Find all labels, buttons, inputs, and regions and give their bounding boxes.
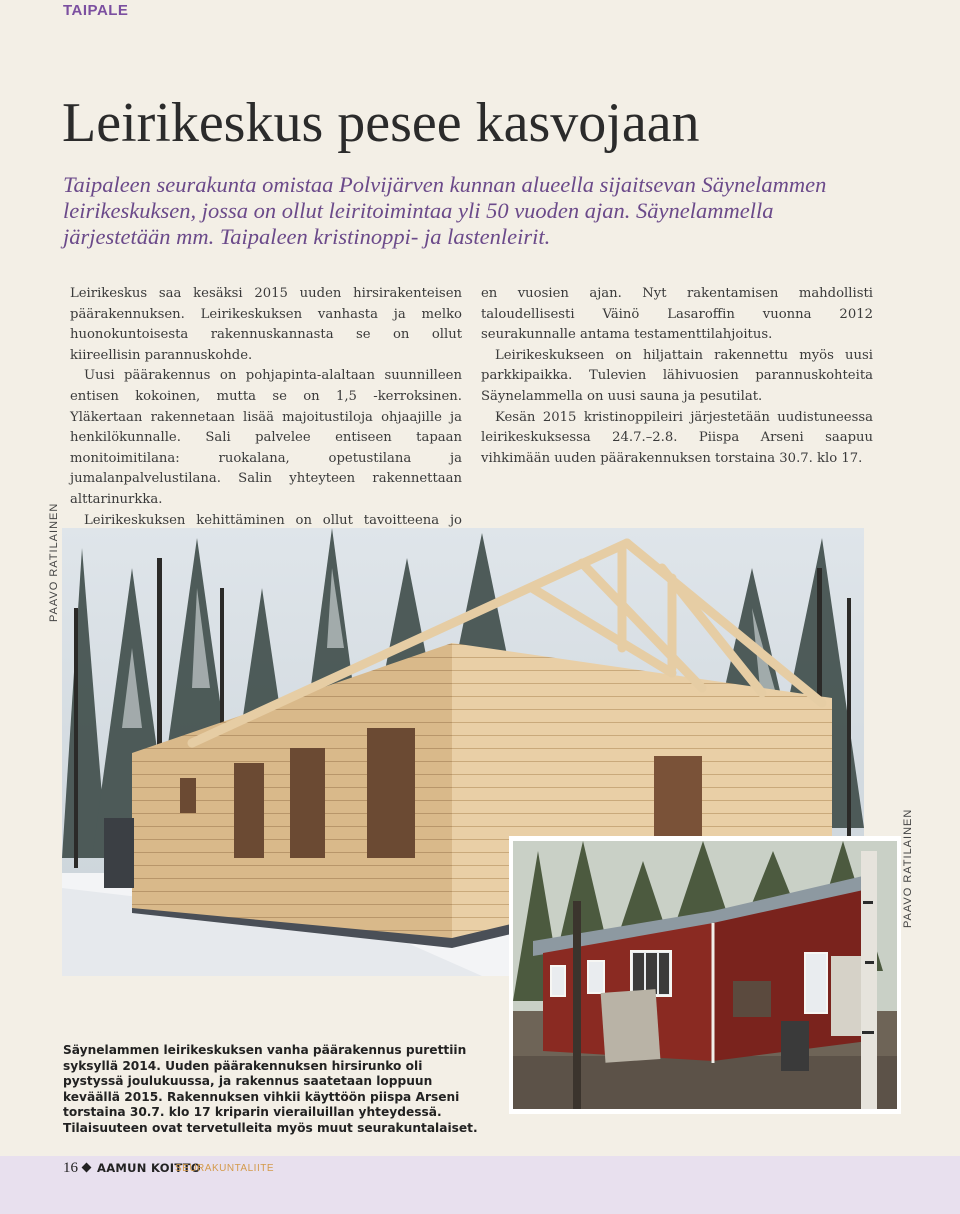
publication-brand: AAMUN KOITTO <box>97 1161 201 1175</box>
body-column-right <box>481 284 873 469</box>
photo-credit: PAAVO RATILAINEN <box>902 808 914 928</box>
body-paragraph: Kesän 2015 kristinoppileiri järjestetään uudistuneessa leirikeskuksessa 24.7.–2.8. Piispa Arseni saapuu vihkimään uuden päärakennuksen torstaina 30.7. klo 17. <box>481 409 873 466</box>
section-tag: TAIPALE <box>63 2 129 19</box>
headline: Leirikeskus pesee kasvojaan <box>62 92 700 154</box>
photo-credit: PAAVO RATILAINEN <box>48 502 60 622</box>
red-house-illustration <box>513 841 897 1109</box>
page-number: 16 <box>63 1160 78 1176</box>
body-paragraph: Uusi päärakennus on pohjapinta-alaltaan suunnilleen entisen kokoinen, mutta se on 1,5 -kerroksinen. Yläkertaan rakennetaan lisää majoitustiloja ohjaajille ja henkilökunnalle. Sali palvelee entiseen tapaan monitoimitilana: ruokalana, opetustilana ja jumalanpalvelustilana. Salin yhteyteen rakennettaan alttarinurkka. <box>70 368 462 507</box>
lead-paragraph: Taipaleen seurakunta omistaa Polvijärven kunnan alueella sijaitsevan Säynelammen leirikeskuksen, jossa on ollut leiritoimintaa yli 50 vuoden ajan. Säynelammella järjestetään mm. Taipaleen kristinoppi- ja lastenleirit. <box>63 172 827 249</box>
body-paragraph: Leirikeskukseen on hiljattain rakennettu myös uusi parkkipaikka. Tulevien lähivuosien parannuskohteita Säynelammella on uusi sauna ja pesutilat. <box>481 347 873 404</box>
old-building-photo <box>509 836 901 1114</box>
body-column-left <box>70 284 462 552</box>
photo-caption: Säynelammen leirikeskuksen vanha päärakennus purettiin syksyllä 2014. Uuden päärakennuksen hirsirunko oli pystyssä joulukuussa, ja rakennus saatetaan loppuun keväällä 2015. Rakennuksen vihkii käyttöön piispa Arseni torstaina 30.7. klo 17 kriparin vierailuillan yhteydessä. Tilaisuuteen ovat tervetulleita myös muut seurakuntalaiset. <box>63 1043 478 1135</box>
body-paragraph: en vuosien ajan. Nyt rakentamisen mahdollisti taloudellisesti Väinö Lasaroffin vuonna 2012 seurakunnalle antama testamenttilahjoitus. <box>481 286 873 343</box>
body-paragraph: Leirikeskuksen kehittäminen on ollut tavoitteena jo <box>84 512 462 528</box>
body-paragraph: Leirikeskus saa kesäksi 2015 uuden hirsirakenteisen päärakennuksen. Leirikeskuksen vanhasta ja melko huonokuntoisesta rakennuskannasta se on ollut kiireellisin parannuskohde. <box>70 286 462 363</box>
supplement-label: SEURAKUNTALIITE <box>175 1163 274 1174</box>
